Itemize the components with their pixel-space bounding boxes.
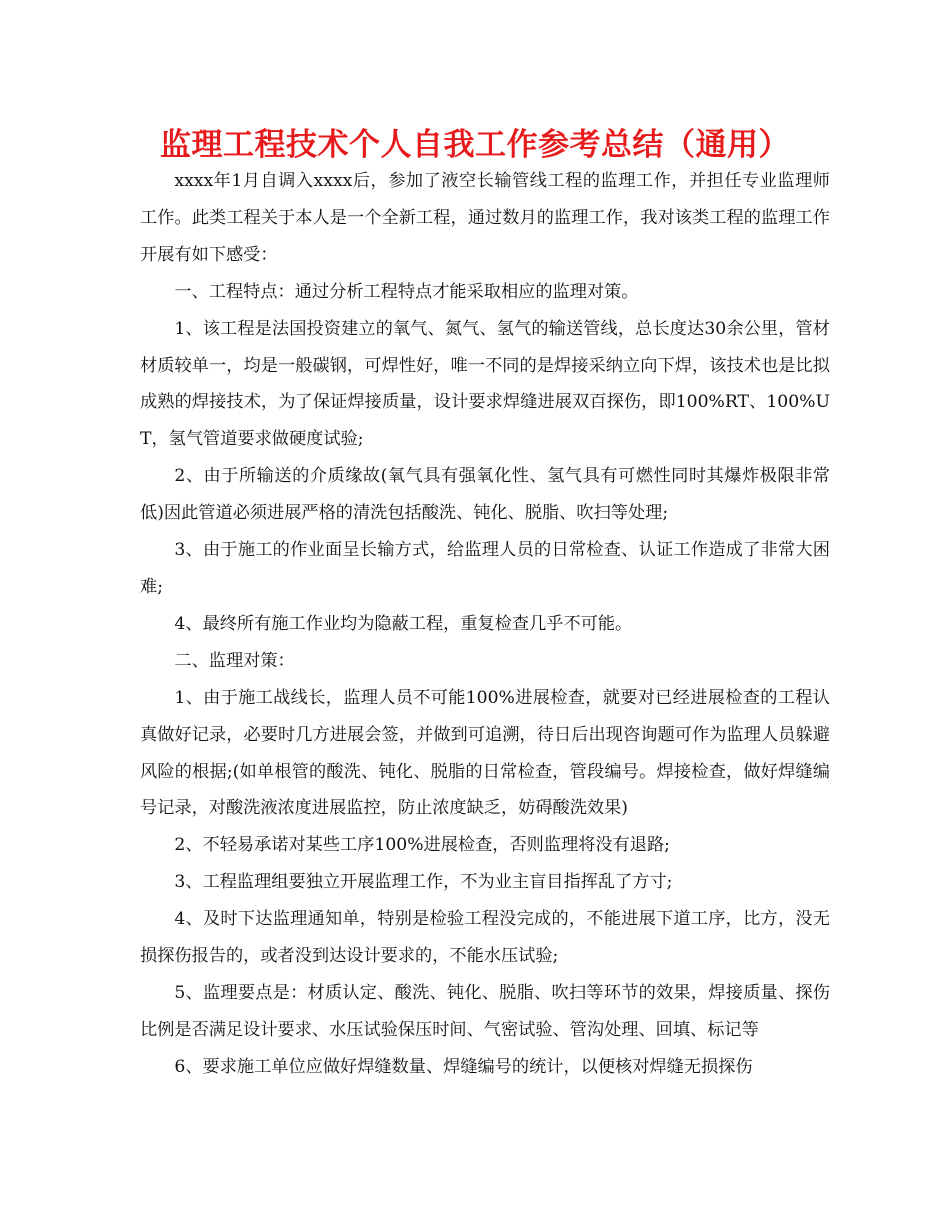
- paragraph-intro: xxxx年1月自调入xxxx后，参加了液空长输管线工程的监理工作，并担任专业监理师工作。此类工程关于本人是一个全新工程，通过数月的监理工作，我对该类工程的监理工作开展有如下感受：: [140, 171, 830, 265]
- paragraph-feature-1: 1、该工程是法国投资建立的氧气、氮气、氢气的输送管线，总长度达30余公里，管材材质较单一，均是一般碳钢，可焊性好，唯一不同的是焊接采纳立向下焊，该技术也是比拟成熟的焊接技术，为了保证焊接质量，设计要求焊缝进展双百探伤，即100%RT、100%UT，氢气管道要求做硬度试验;: [140, 318, 830, 450]
- paragraph-countermeasure-5: 5、监理要点是：材质认定、酸洗、钝化、脱脂、吹扫等环节的效果，焊接质量、探伤比例是否满足设计要求、水压试验保压时间、气密试验、管沟处理、回填、标记等: [140, 982, 830, 1040]
- document-body: [140, 163, 830, 1086]
- paragraph-countermeasure-4: 4、及时下达监理通知单，特别是检验工程没完成的，不能进展下道工序，比方，没无损探伤报告的，或者没到达设计要求的，不能水压试验;: [140, 909, 830, 967]
- paragraph-feature-4: 4、最终所有施工作业均为隐蔽工程，重复检查几乎不可能。: [174, 613, 633, 634]
- paragraph-feature-2: 2、由于所输送的介质缘故(氧气具有强氧化性、氢气具有可燃性同时其爆炸极限非常低)因此管道必须进展严格的清洗包括酸洗、钝化、脱脂、吹扫等处理;: [140, 466, 830, 524]
- paragraph-countermeasure-3: 3、工程监理组要独立开展监理工作，不为业主盲目指挥乱了方寸;: [174, 872, 673, 893]
- paragraph-countermeasure-2: 2、不轻易承诺对某些工序100%进展检查，否则监理将没有退路;: [174, 835, 670, 856]
- section-heading-features: 一、工程特点：通过分析工程特点才能采取相应的监理对策。: [174, 281, 639, 302]
- section-heading-countermeasures: 二、监理对策：: [174, 650, 295, 671]
- paragraph-countermeasure-1: 1、由于施工战线长，监理人员不可能100%进展检查，就要对已经进展检查的工程认真做好记录，必要时几方进展会签，并做到可追溯，待日后出现咨询题可作为监理人员躲避风险的根据;(如单根管的酸洗、钝化、脱脂的日常检查，管段编号。焊接检查，做好焊缝编号记录，对酸洗液浓度进展监控，防止浓度缺乏，妨碍酸洗效果): [140, 687, 830, 819]
- document-title: 监理工程技术个人自我工作参考总结（通用）: [160, 127, 790, 163]
- paragraph-countermeasure-6: 6、要求施工单位应做好焊缝数量、焊缝编号的统计，以便核对焊缝无损探伤: [174, 1056, 753, 1077]
- paragraph-feature-3: 3、由于施工的作业面呈长输方式，给监理人员的日常检查、认证工作造成了非常大困难;: [140, 540, 830, 597]
